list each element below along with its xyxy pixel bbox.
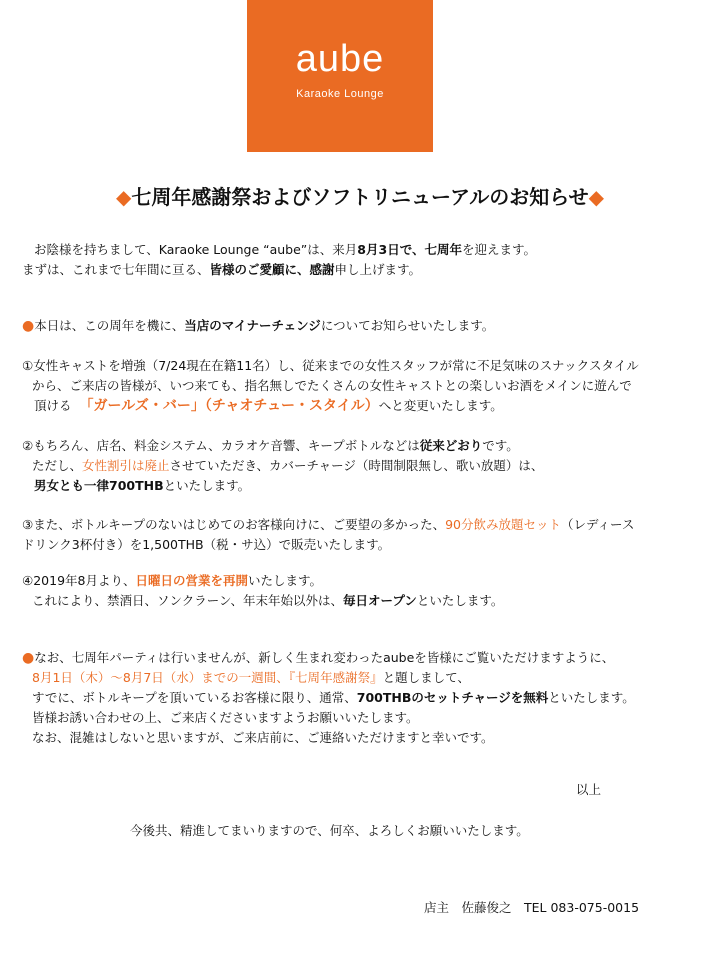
notice-line: [22, 318, 494, 334]
closing-message: 今後共、精進してまいりますので、何卒、よろしくお願いいたします。: [130, 823, 529, 838]
party-line-3: [32, 690, 635, 706]
item2-text-end: といたします。: [163, 478, 251, 493]
item2-unchanged: 従来どおり: [419, 438, 483, 453]
item4-text: これにより、禁酒日、ソンクラーン、年末年始以外は、: [32, 593, 344, 608]
notice-highlight: 当店のマイナーチェンジ: [184, 318, 321, 333]
party-free-charge: 700THBのセットチャージを無料: [356, 690, 549, 705]
item1-line-3: [34, 398, 503, 414]
party-text: なお、七周年パーティは行いませんが、新しく生まれ変わったaubeを皆様にご覧いただけますように、: [34, 650, 615, 665]
item4-text: ④2019年8月より、: [22, 573, 136, 588]
item1-girls-bar: 「ガールズ・バー」（チャオチュー・スタイル）: [79, 398, 379, 414]
party-line-5: なお、混雑はしないと思いますが、ご来店前に、ご連絡いただけますと幸いです。: [32, 730, 494, 745]
party-dates: 8月1日（木）～8月7日（水）までの一週間、『七周年感謝祭』: [32, 670, 383, 685]
item4-line-1: [22, 573, 322, 589]
item2-text: ただし、: [32, 458, 83, 473]
logo-name: aube: [295, 38, 385, 80]
item2-text: ②もちろん、店名、料金システム、カラオケ音響、キープボトルなどは: [22, 438, 420, 453]
party-line-2: [32, 670, 470, 686]
intro-text: お陰様を持ちまして、Karaoke Lounge “aube”は、来月: [34, 242, 358, 257]
diamond-icon-left: ◆: [116, 185, 132, 209]
item3-text: ③また、ボトルキープのないはじめてのお客様向けに、ご要望の多かった、: [22, 517, 446, 532]
item1-line-2: から、ご来店の皆様が、いつ来ても、指名無しでたくさんの女性キャストとの楽しいお酒をメインに遊んで: [32, 378, 632, 393]
bullet-icon: ●: [22, 650, 35, 666]
item2-text-end: させていただき、カバーチャージ（時間制限無し、歌い放題）は、: [169, 458, 544, 473]
item2-line-2: [32, 458, 543, 474]
item2-line-3: [34, 478, 250, 494]
item1-line-1: ①女性キャストを増強（7/24現在在籍11名）し、従来までの女性スタッフが常に不足気味のスナックスタイル: [22, 358, 639, 373]
item3-drink-set: 90分飲み放題セット: [445, 517, 561, 532]
intro-text-end: 申し上げます。: [334, 262, 422, 277]
intro-line-2: [22, 262, 421, 278]
item1-text: 頂ける: [34, 398, 72, 413]
closing-ijou: 以上: [576, 782, 602, 797]
logo-subtitle: Karaoke Lounge: [296, 88, 384, 100]
aube-logo: [247, 0, 433, 152]
intro-thanks: 皆様のご愛顧に、感謝: [209, 262, 335, 277]
item2-discount-abolished: 女性割引は廃止: [82, 458, 170, 473]
intro-text: まずは、これまで七年間に亘る、: [22, 262, 210, 277]
item2-line-1: [22, 438, 519, 454]
party-line-1: [22, 650, 614, 666]
item4-line-2: [32, 593, 503, 609]
title-text: 七周年感謝祭およびソフトリニューアルのお知らせ: [131, 185, 589, 209]
intro-date: 8月3日で、七周年: [357, 242, 462, 257]
bullet-icon: ●: [22, 318, 35, 334]
notice-text-end: についてお知らせいたします。: [320, 318, 495, 333]
party-text-end: といたします。: [548, 690, 635, 705]
item3-line-1: [22, 517, 634, 533]
item4-text-end: といたします。: [416, 593, 504, 608]
intro-text-end: を迎えます。: [461, 242, 536, 257]
item2-price: 男女とも一律700THB: [34, 478, 164, 493]
item4-everyday: 毎日オープン: [343, 593, 417, 608]
item3-text-end: （レディース: [561, 517, 635, 532]
item4-text-end: いたします。: [248, 573, 323, 588]
party-line-4: 皆様お誘い合わせの上、ご来店くださいますようお願いいたします。: [32, 710, 419, 725]
item4-sunday: 日曜日の営業を再開: [135, 573, 248, 588]
item3-line-2: ドリンク3杯付き）を1,500THB（税・サ込）で販売いたします。: [22, 537, 391, 552]
notice-text: 本日は、この周年を機に、: [34, 318, 185, 333]
item1-text-end: へと変更いたします。: [378, 398, 503, 413]
signature: 店主 佐藤俊之 TEL 083-075-0015: [424, 900, 640, 915]
diamond-icon-right: ◆: [588, 185, 604, 209]
item2-text-end: です。: [482, 438, 519, 453]
party-text: すでに、ボトルキープを頂いているお客様に限り、通常、: [32, 690, 357, 705]
intro-line-1: [34, 242, 536, 258]
page-title: [0, 181, 720, 210]
party-text-end: と題しまして、: [382, 670, 470, 685]
